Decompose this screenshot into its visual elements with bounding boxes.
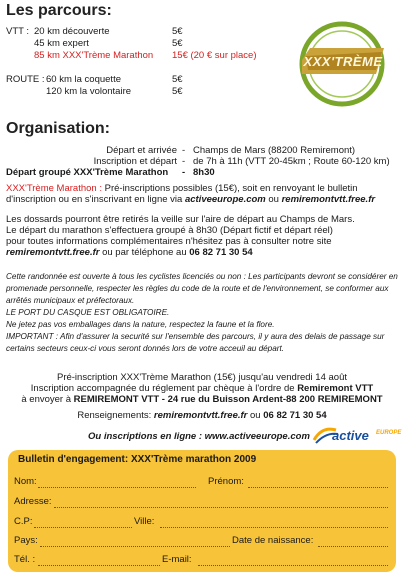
form-title: Bulletin d'engagement: XXX'Trème marathon 2009 xyxy=(18,454,257,465)
vtt-price-3: 15€ (20 € sur place) xyxy=(172,50,257,61)
org-label-3: Départ groupé XXX'Trème Marathon xyxy=(6,167,169,178)
renseignements-site-link[interactable]: remiremontvtt.free.fr xyxy=(153,410,248,421)
renseignements-or: ou xyxy=(250,410,261,421)
xxxtreme-logo xyxy=(296,18,388,110)
org-label-1: Départ et arrivée xyxy=(106,145,177,156)
email-label: E-mail: xyxy=(162,554,192,565)
reglement-line-4: LE PORT DU CASQUE EST OBLIGATOIRE. xyxy=(6,308,170,317)
tel-field[interactable] xyxy=(38,565,160,566)
organisation-title: Organisation: xyxy=(6,120,111,137)
preinscription-label: XXX'Trème Marathon : xyxy=(6,183,102,194)
active-logo-sub: EUROPE xyxy=(376,430,402,436)
cp-field[interactable] xyxy=(34,527,132,528)
vtt-label: VTT : xyxy=(6,26,30,37)
org-sep-2: - xyxy=(182,156,186,167)
pays-field[interactable] xyxy=(40,546,230,547)
parcours-title: Les parcours: xyxy=(6,2,112,19)
reglement-line-5: Ne jetez pas vos emballages dans la nature, respectez la faune et la flore. xyxy=(6,320,275,329)
inscription-line-2-text: Inscription accompagnée du réglement par chèque à l'ordre de xyxy=(30,383,295,394)
pays-label: Pays: xyxy=(14,535,38,546)
email-field[interactable] xyxy=(198,565,388,566)
site-activeeurope-link[interactable]: activeeurope.com xyxy=(184,194,266,205)
inscription-line-2-bold: Remiremont VTT xyxy=(297,383,374,394)
naissance-label: Date de naissance: xyxy=(232,535,314,546)
vtt-distance-3: 85 km XXX'Trème Marathon xyxy=(34,50,154,61)
vtt-price-2: 5€ xyxy=(172,38,183,49)
inscription-line-3-text: à envoyer à xyxy=(21,394,72,405)
preinscription-line-2 xyxy=(6,194,375,205)
org-value-3: 8h30 xyxy=(193,167,215,178)
ville-label: Ville: xyxy=(134,516,155,527)
route-distance-1: 60 km la coquette xyxy=(46,74,121,85)
adresse-label: Adresse: xyxy=(14,496,52,507)
vtt-distance-2: 45 km expert xyxy=(34,38,89,49)
online-inscription-link[interactable]: Ou inscriptions en ligne : www.activeeurope.com xyxy=(88,431,310,442)
preinscription-text-1: Pré-inscriptions possibles (15€), soit en renvoyant le bulletin xyxy=(104,183,358,194)
ville-field[interactable] xyxy=(160,527,388,528)
preinscription-or: ou xyxy=(268,194,279,205)
dossards-line-1: Les dossards pourront être retirés la veille sur l'aire de départ au Champs de Mars. xyxy=(6,214,355,225)
vtt-distance-1: 20 km découverte xyxy=(34,26,110,37)
preinscription-text-2: d'inscription ou en s'inscrivant en ligne via xyxy=(6,194,183,205)
reglement-line-2: promenade personnelle, respecter les règles du code de la route et de l'environnement, se conformer aux xyxy=(6,284,389,293)
dossards-line-4 xyxy=(6,247,253,258)
inscription-address: REMIREMONT VTT - 24 rue du Buisson Ardent-88 200 REMIREMONT xyxy=(73,394,383,405)
active-logo-text: active xyxy=(332,428,369,443)
naissance-field[interactable] xyxy=(318,546,388,547)
dossards-phone-prefix: ou par téléphone au xyxy=(102,247,187,258)
reglement-line-7: certains secteurs ceux-ci vous seront donnés lors de votre acceuil au départ. xyxy=(6,344,285,353)
org-sep-3: - xyxy=(182,167,186,178)
dossards-phone: 06 82 71 30 54 xyxy=(189,247,253,258)
tel-label: Tél. : xyxy=(14,554,36,565)
org-value-1: Champs de Mars (88200 Remiremont) xyxy=(193,145,356,156)
bulletin-form xyxy=(8,450,396,572)
nom-field[interactable] xyxy=(38,487,196,488)
reglement-line-3: arrêtés municipaux et préfectoraux. xyxy=(6,296,135,305)
dossards-line-2: Le départ du marathon s'effectuera groupé à 8h30 (Départ fictif et départ réel) xyxy=(6,225,333,236)
inscription-line-2 xyxy=(0,383,404,394)
site-remiremontvtt-link[interactable]: remiremontvtt.free.fr xyxy=(281,194,376,205)
renseignements-label: Renseignements: xyxy=(77,410,152,421)
adresse-field[interactable] xyxy=(54,507,388,508)
inscription-line-1: Pré-inscription XXX'Trème Marathon (15€) jusqu'au vendredi 14 août xyxy=(56,372,347,383)
reglement-line-1: Cette randonnée est ouverte à tous les cyclistes licenciés ou non : Les participants devront se considérer en xyxy=(6,272,398,281)
route-distance-2: 120 km la volontaire xyxy=(46,86,132,97)
org-label-2: Inscription et départ xyxy=(93,156,177,167)
vtt-price-1: 5€ xyxy=(172,26,183,37)
dossards-site-link[interactable]: remiremontvtt.free.fr xyxy=(6,247,100,258)
route-label: ROUTE : xyxy=(6,74,45,85)
prenom-label: Prénom: xyxy=(208,476,244,487)
reglement-line-6: IMPORTANT : Afin d'assurer la securité sur l'ensemble des parcours, il y aura des delais de passage sur xyxy=(6,332,385,341)
dossards-line-3: pour toutes informations complémentaires n'hésitez pas à consulter notre site xyxy=(6,236,332,247)
renseignements-phone: 06 82 71 30 54 xyxy=(263,410,327,421)
inscription-line-3 xyxy=(0,394,404,405)
preinscription-line-1 xyxy=(6,183,358,194)
route-price-1: 5€ xyxy=(172,74,183,85)
nom-label: Nom: xyxy=(14,476,37,487)
route-price-2: 5€ xyxy=(172,86,183,97)
org-value-2: de 7h à 11h (VTT 20-45km ; Route 60-120 km) xyxy=(193,156,390,167)
cp-label: C.P: xyxy=(14,516,33,527)
xxxtreme-logo-text: XXX'TRÈME xyxy=(303,54,383,69)
active-europe-logo xyxy=(312,424,402,446)
renseignements-line xyxy=(0,410,404,421)
org-sep-1: - xyxy=(182,145,186,156)
prenom-field[interactable] xyxy=(248,487,388,488)
